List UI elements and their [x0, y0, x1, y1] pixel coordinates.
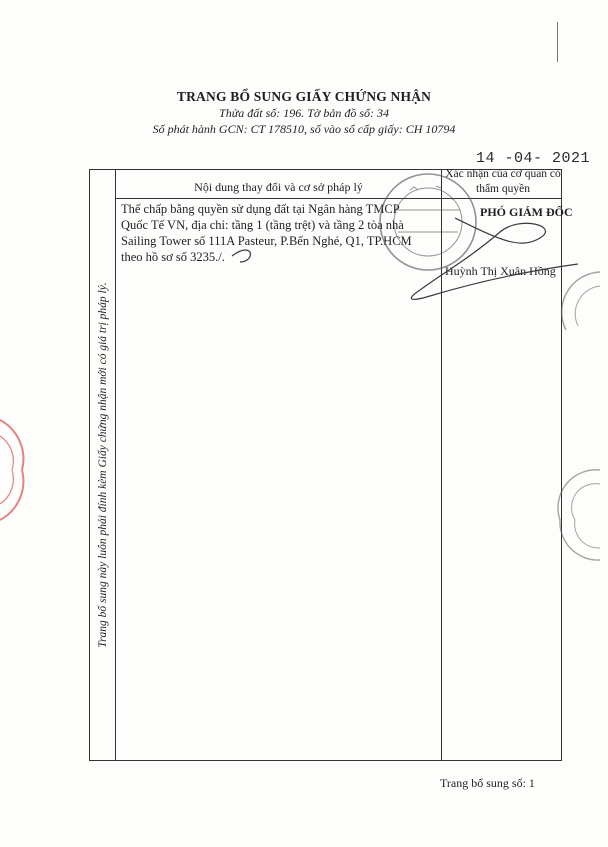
signer-name: Huỳnh Thị Xuân Hồng [445, 264, 556, 278]
header-content: Nội dung thay đổi và cơ sở pháp lý [194, 180, 363, 194]
signature [232, 218, 578, 299]
document-title: TRANG BỔ SUNG GIẤY CHỨNG NHẬN [176, 89, 432, 104]
content-line: theo hồ sơ số 3235./. [121, 250, 225, 264]
parcel-line: Thửa đất số: 196. Tờ bản đồ số: 34 [219, 106, 389, 120]
red-seal [0, 420, 23, 520]
header-authority: Xác nhận của cơ quan có thẩm quyền [445, 168, 561, 195]
date-stamp: 14 -04- 2021 [476, 150, 591, 167]
content-line: Quốc Tế VN, địa chỉ: tầng 1 (tầng trệt) và tầng 2 tòa nhà [121, 218, 404, 232]
content-line: Thế chấp bằng quyền sử dụng đất tại Ngân hàng TMCP [121, 202, 400, 216]
page-number: Trang bổ sung số: 1 [440, 776, 535, 790]
office-seal [380, 174, 476, 270]
side-note-text: Trang bổ sung này luôn phải đính kèm Giấy chứng nhận mới có giá trị pháp lý. [96, 282, 109, 648]
content-line: Sailing Tower số 111A Pasteur, P.Bến Nghé, Q1, TP.HCM [121, 234, 412, 248]
position-title: PHÓ GIÁM ĐỐC [480, 205, 573, 219]
issue-line: Số phát hành GCN: CT 178510, số vào sổ cấp giấy: CH 10794 [152, 122, 456, 136]
edge-seal [558, 272, 600, 560]
